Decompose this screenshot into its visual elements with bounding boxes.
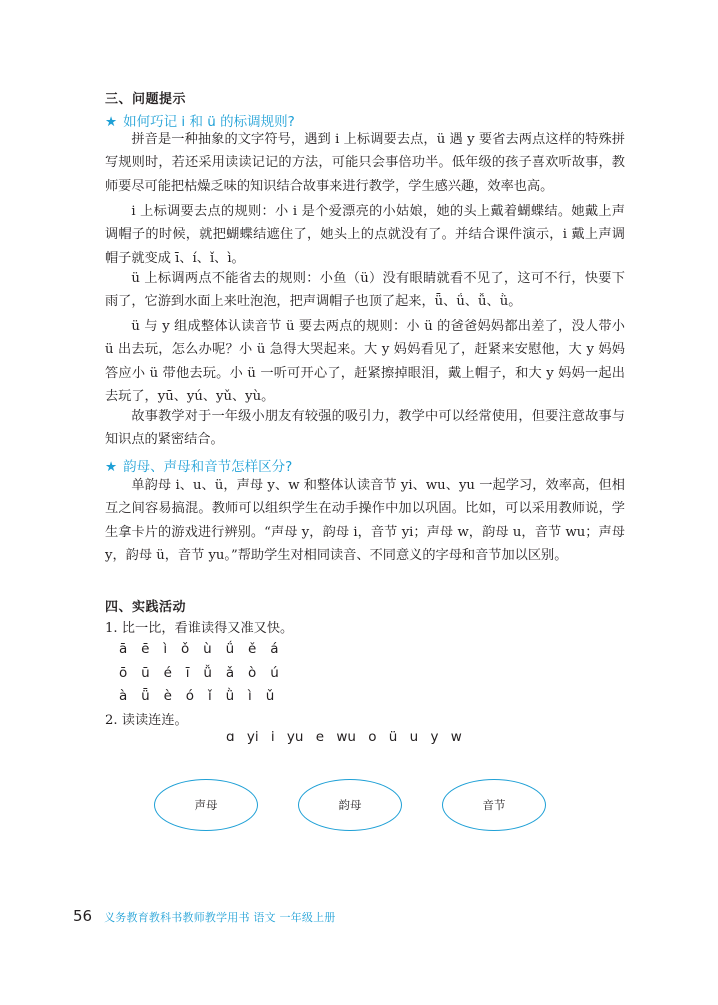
pinyin-row-3: à ǖ è ó ǐ ǜ ì ǔ (119, 688, 280, 704)
question-heading-1 (105, 110, 295, 130)
paragraph-intro: 拼音是一种抽象的文字符号，遇到 i 上标调要去点，ü 遇 y 要省去两点这样的特殊拼写规则时，若还采用读读记记的方法，可能只会事倍功半。低年级的孩子喜欢听故事，教师要尽可能把枯燥乏味的知识结合故事来进行教学，学生感兴趣，效率也高。 (105, 132, 625, 194)
oval-label: 韵母 (338, 798, 362, 812)
page-number: 56 (73, 907, 93, 925)
star-icon: ★ (105, 459, 118, 475)
oval-initials (154, 779, 258, 831)
paragraph-i-rule: i 上标调要去点的规则：小 i 是个爱漂亮的小姑娘，她的头上戴着蝴蝶结。她戴上声调帽子的时候，就把蝴蝶结遮住了，她头上的点就没有了。并结合课件演示，i 戴上声调帽子就变成 ī、í、ǐ、ì。 (105, 204, 625, 266)
question-text-1: 如何巧记 i 和 ü 的标调规则? (123, 114, 295, 130)
paragraph-distinguish: 单韵母 i、u、ü，声母 y、w 和整体认读音节 yi、wu、yu 一起学习，效率高，但相互之间容易搞混。教师可以组织学生在动手操作中加以巩固。比如，可以采用教师说，学生拿卡片的游戏进行辨别。“声母 y，韵母 i，音节 yi；声母 w，韵母 u，音节 wu；声母 y，韵母 ü，音节 yu。”帮助学生对相同读音、不同意义的字母和音节加以区别。 (105, 478, 625, 564)
section-title-problem-hints: 三、问题提示 (105, 92, 187, 107)
paragraph-uy-rule: ü 与 y 组成整体认读音节 ü 要去两点的规则：小 ü 的爸爸妈妈都出差了，没人带小 ü 出去玩，怎么办呢？小 ü 急得大哭起来。大 y 妈妈看见了，赶紧来安慰他，大 y 妈妈答应小 ü 带他去玩。小 ü 一听可开心了，赶紧擦掉眼泪，戴上帽子，和大 y 妈妈一起出去玩了，yū、yú、yǔ、yù。 (105, 319, 625, 405)
paragraph-story-teaching: 故事教学对于一年级小朋友有较强的吸引力，教学中可以经常使用，但要注意故事与知识点的紧密结合。 (105, 409, 625, 448)
page-footer (73, 906, 336, 925)
question-text-2: 韵母、声母和音节怎样区分? (123, 459, 293, 475)
pinyin-row-2: ō ū é ī ǚ ǎ ò ú (119, 665, 284, 681)
paragraph-u-rule: ü 上标调两点不能省去的规则：小鱼（ü）没有眼睛就看不见了，这可不行，快要下雨了，它游到水面上来吐泡泡，把声调帽子也顶了起来，ǖ、ǘ、ǚ、ǜ。 (105, 271, 625, 310)
oval-finals (298, 779, 402, 831)
section-title-practice: 四、实践活动 (105, 600, 187, 615)
oval-label: 音节 (482, 798, 506, 812)
star-icon: ★ (105, 114, 118, 130)
activity-item-1: 1. 比一比，看谁读得又准又快。 (105, 621, 294, 636)
pinyin-row-1: ā ē ì ǒ ù ǘ ě á (119, 641, 284, 657)
syllable-list: ɑ yi i yu e wu o ü u y w (226, 729, 462, 745)
oval-syllables (442, 779, 546, 831)
question-heading-2 (105, 455, 292, 475)
activity-item-2: 2. 读读连连。 (105, 713, 188, 728)
book-title: 义务教育教科书教师教学用书 语文 一年级上册 (104, 911, 336, 924)
oval-label: 声母 (194, 798, 218, 812)
